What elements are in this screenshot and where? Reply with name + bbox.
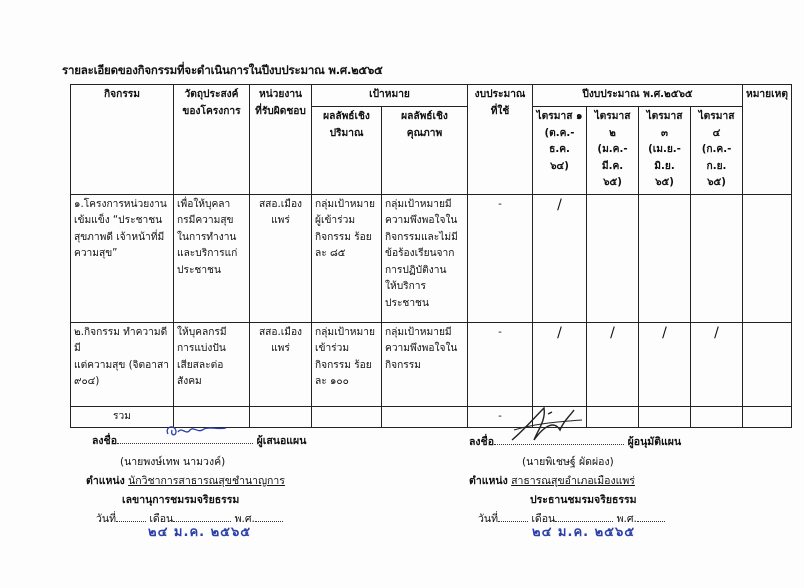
- activity-plan-table: [70, 84, 792, 428]
- row-2-objective: ให้บุคลกรมี การแบ่งปัน เสียสละต่อ สังคม: [174, 322, 250, 406]
- row-1-target-quantity: กลุ่มเป้าหมาย ผู้เข้าร่วม กิจกรรม ร้อย ละ ๘๕: [312, 194, 382, 322]
- header-target-quality: ผลลัพธ์เชิง คุณภาพ: [382, 107, 468, 195]
- row-2-activity: ๒.กิจกรรม ทำความดี มี แต่ความสุข (จิตอาสา ๙๐๔): [71, 322, 174, 406]
- row-1-quarter-2: [587, 194, 639, 322]
- proposer-date-line: วันที่ เดือน พ.ศ.: [96, 510, 283, 527]
- header-quarter-1: ไตรมาส ๑ (ต.ค.-ธ.ค. ๖๔): [533, 107, 587, 195]
- proposer-date-stamp: ๒๔ ม.ค. ๒๕๖๕: [148, 525, 252, 540]
- row-2-unit: สสอ.เมือง แพร่: [250, 322, 312, 406]
- proposer-sign-line: ลงชื่อ ผู้เสนอแผน: [92, 435, 307, 447]
- row-2-quarter-4: /: [691, 322, 743, 406]
- row-2-quarter-1: /: [533, 322, 587, 406]
- row-1-remark: [743, 194, 792, 322]
- approver-name: (นายพิเชษฐ์ ผัดผ่อง): [522, 456, 614, 468]
- row-2-quarter-2: /: [587, 322, 639, 406]
- row-2-quarter-3: /: [639, 322, 691, 406]
- header-target: เป้าหมาย: [312, 85, 468, 107]
- row-1-quarter-3: [639, 194, 691, 322]
- header-target-quantity: ผลลัพธ์เชิง ปริมาณ: [312, 107, 382, 195]
- approver-position: ตำแหน่ง สาธารณสุขอำเภอเมืองแพร่: [469, 475, 635, 487]
- approver-signature: [504, 400, 594, 446]
- total-label: รวม: [71, 406, 174, 428]
- header-objective: วัตถุประสงค์ ของโครงการ: [174, 85, 250, 195]
- total-budget: -: [468, 406, 533, 428]
- approver-date-stamp: ๒๔ ม.ค. ๒๕๖๕: [532, 525, 636, 540]
- proposer-committee: เลขานุการชมรมจริยธรรม: [122, 494, 240, 506]
- row-1-activity: ๑.โครงการหน่วยงาน เข้มแข็ง “ประชาชน สุขภาพดี เจ้าหน้าที่มี ความสุข”: [71, 194, 174, 322]
- row-2-target-quantity: กลุ่มเป้าหมาย เข้าร่วม กิจกรรม ร้อย ละ ๑๐๐: [312, 322, 382, 406]
- approver-committee: ประธานชมรมจริยธรรม: [530, 494, 637, 506]
- row-1-objective: เพื่อให้บุคลา กรมีความสุข ในการทำงาน และบริการแก่ ประชาชน: [174, 194, 250, 322]
- header-fiscal-year: ปีงบประมาณ พ.ศ.๒๕๖๕: [533, 85, 743, 107]
- table-row: [71, 322, 792, 406]
- row-1-budget: -: [468, 194, 533, 322]
- header-quarter-2: ไตรมาส ๒ (ม.ค.-มี.ค. ๖๕): [587, 107, 639, 195]
- proposer-position: ตำแหน่ง นักวิชาการสาธารณสุขชำนาญการ: [86, 475, 285, 487]
- header-activity: กิจกรรม: [71, 85, 174, 195]
- row-1-quarter-4: [691, 194, 743, 322]
- proposer-name: (นายพงษ์เทพ นามวงค์): [120, 456, 226, 468]
- row-1-unit: สสอ.เมือง แพร่: [250, 194, 312, 322]
- header-remark: หมายเหตุ: [743, 85, 792, 195]
- row-1-quarter-1: /: [533, 194, 587, 322]
- row-2-remark: [743, 322, 792, 406]
- header-quarter-4: ไตรมาส ๔ (ก.ค.-ก.ย. ๖๕): [691, 107, 743, 195]
- proposer-signature: [162, 420, 232, 442]
- row-2-target-quality: กลุ่มเป้าหมายมี ความพึงพอใจใน กิจกรรม: [382, 322, 468, 406]
- row-1-target-quality: กลุ่มเป้าหมายมี ความพึงพอใจใน กิจกรรมและไม่มี ข้อร้องเรียนจาก การปฏิบัติงาน ให้บริการ ประชาชน: [382, 194, 468, 322]
- approver-sign-line: ลงชื่อ ผู้อนุมัติแผน: [469, 436, 682, 448]
- document-title: รายละเอียดของกิจกรรมที่จะดำเนินการในปีงบประมาณ พ.ศ.๒๕๖๕: [62, 63, 383, 77]
- table-row: [71, 194, 792, 322]
- approver-date-line: วันที่ เดือน พ.ศ.: [478, 510, 665, 527]
- header-budget: งบประมาณ ที่ใช้: [468, 85, 533, 195]
- header-quarter-3: ไตรมาส ๓ (เม.ย.-มิ.ย. ๖๕): [639, 107, 691, 195]
- header-unit: หน่วยงาน ที่รับผิดชอบ: [250, 85, 312, 195]
- row-2-budget: -: [468, 322, 533, 406]
